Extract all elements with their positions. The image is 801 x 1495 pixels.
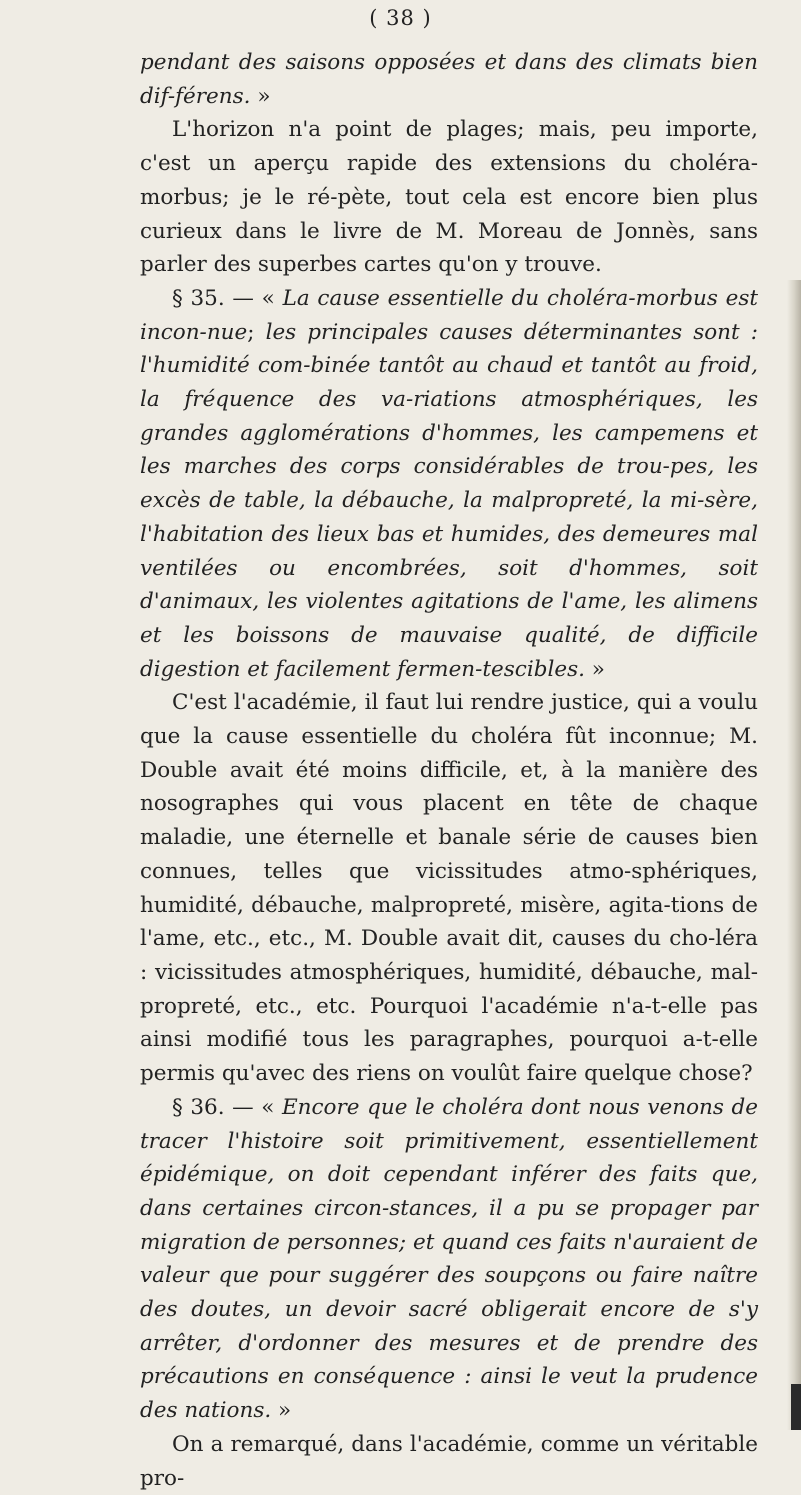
page-number: ( 38 )	[369, 6, 432, 30]
paragraph-5-run-3: »	[271, 1398, 292, 1424]
paragraph-3-run-1: § 35. — «	[172, 285, 283, 311]
page-edge-shadow	[787, 280, 801, 1430]
paragraph-4	[140, 686, 758, 1090]
page-body-text	[140, 46, 758, 1495]
page-corner-mark	[791, 1384, 801, 1430]
paragraph-6	[140, 1428, 758, 1495]
paragraph-3-run-2: La cause essentielle du choléra-morbus est incon-nue	[140, 285, 759, 345]
paragraph-3-run-5: »	[584, 656, 605, 682]
paragraph-5-run-2: Encore que le choléra dont nous venons de tracer l'histoire soit primitivement, essentiellement épidémique, on doit cependant inférer des faits que, dans certaines circon-stances, il a pu se propager par migration de personnes; et quand ces faits n'auraient de valeur que pour suggérer des soupçons ou faire naître des doutes, un devoir sacré obligerait encore de s'y arrêter, d'ordonner des mesures et de prendre des précautions en conséquence : ainsi le veut la prudence des nations.	[140, 1094, 758, 1424]
paragraph-1-run-2: »	[250, 83, 271, 109]
paragraph-3-run-4: les principales causes déterminantes sont : l'humidité com-binée tantôt au chaud et tantôt au froid, la fréquence des va-riations atmosphériques, les grandes agglomérations d'hommes, les campemens et les marches des corps considérables de trou-pes, les excès de table, la débauche, la malpropreté, la mi-sère, l'habitation des lieux bas et humides, des demeures mal ventilées ou encombrées, soit d'hommes, soit d'animaux, les violentes agitations de l'ame, les alimens et les boissons de mauvaise qualité, de difficile digestion et facilement fermen-tescibles.	[140, 319, 758, 682]
paragraph-5-run-1: § 36. — «	[172, 1094, 282, 1120]
paragraph-1-run-1: pendant des saisons opposées et dans des climats bien dif-férens.	[140, 50, 758, 109]
paragraph-3-section-35	[140, 282, 758, 686]
paragraph-2	[140, 113, 758, 282]
paragraph-2-run-1: L'horizon n'a point de plages; mais, peu importe, c'est un aperçu rapide des extensions du choléra-morbus; je le ré-pète, tout cela est encore bien plus curieux dans le livre de M. Moreau de Jonnès, sans parler des superbes cartes qu'on y trouve.	[140, 117, 758, 278]
paragraph-6-run-1: On a remarqué, dans l'académie, comme un véritable pro-	[140, 1431, 758, 1491]
paragraph-4-run-1: C'est l'académie, il faut lui rendre justice, qui a voulu que la cause essentielle du choléra fût inconnue; M. Double avait été moins difficile, et, à la manière des nosographes qui vous placent en tête de chaque maladie, une éternelle et banale série de causes bien connues, telles que vicissitudes atmo-sphériques, humidité, débauche, malpropreté, misère, agita-tions de l'ame, etc., etc., M. Double avait dit, causes du cho-léra : vicissitudes atmosphériques, humidité, débauche, mal-propreté, etc., etc. Pourquoi l'académie n'a-t-elle pas ainsi modifié tous les paragraphes, pourquoi a-t-elle permis qu'avec des riens on voulût faire quelque chose?	[140, 690, 758, 1087]
paragraph-1	[140, 46, 758, 113]
paragraph-5-section-36	[140, 1091, 758, 1428]
paragraph-3-run-3: ;	[247, 319, 266, 345]
